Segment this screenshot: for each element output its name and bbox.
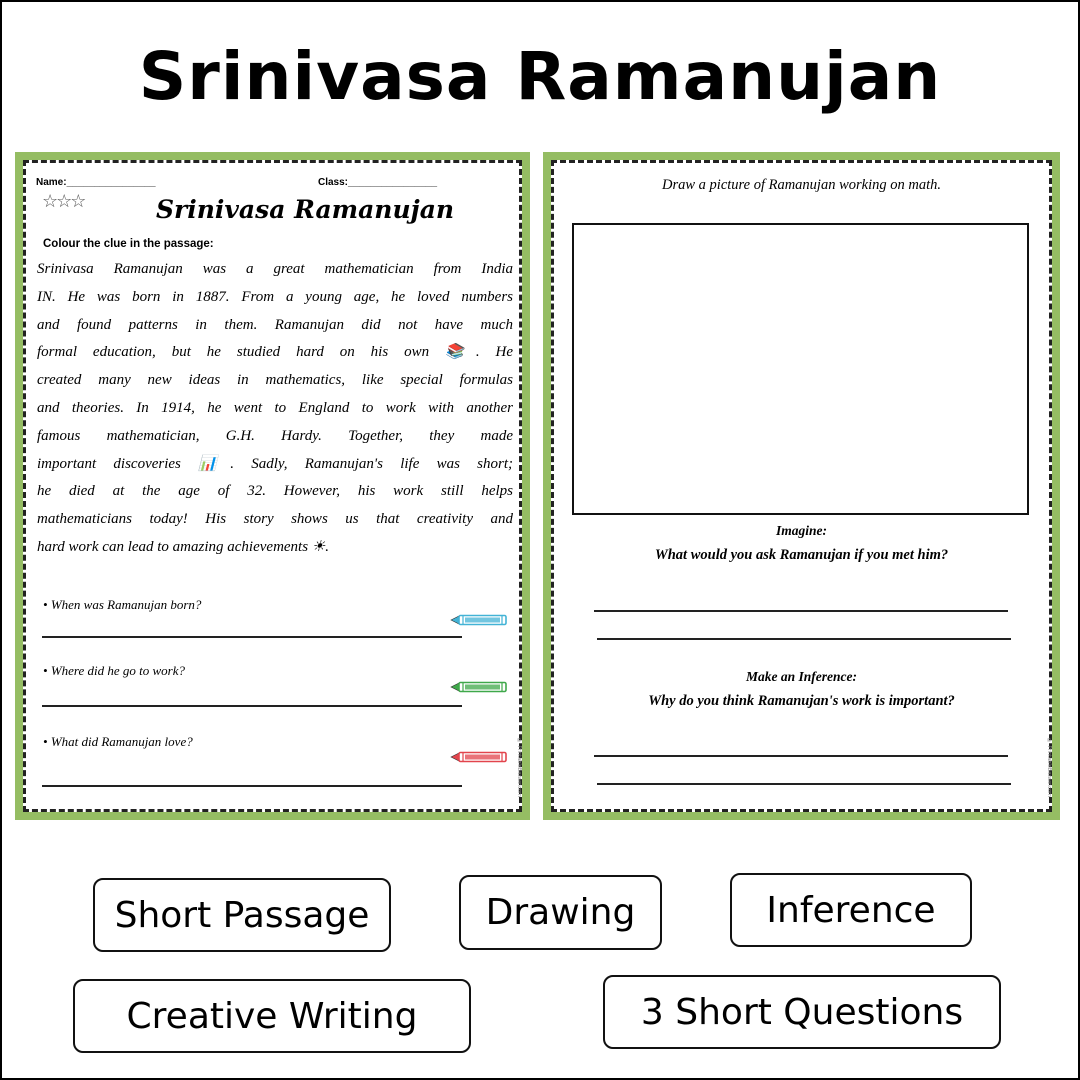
- copyright-footer: © PrintableBazaar.com: [516, 738, 522, 797]
- tag-3-short-questions: 3 Short Questions: [603, 975, 1001, 1049]
- inference-label: Make an Inference:: [746, 669, 857, 684]
- passage-line: famous mathematician, G.H. Hardy. Together, they made: [37, 427, 513, 444]
- passage-line: mathematicians today! His story shows us that creativity and: [37, 511, 513, 528]
- imagine-answer-line-2[interactable]: [597, 638, 1011, 640]
- tag-short-passage: Short Passage: [93, 878, 391, 952]
- crayon-red-icon: [450, 750, 508, 764]
- inference-answer-line-2[interactable]: [597, 783, 1011, 785]
- question-3-text: What did Ramanujan love?: [50, 734, 193, 749]
- worksheet-activities-inner: [551, 160, 1052, 812]
- imagine-question: What would you ask Ramanujan if you met him?: [654, 547, 949, 563]
- instruction-text: Colour the clue in the passage:: [43, 238, 214, 250]
- tag-inference: Inference: [730, 873, 972, 947]
- passage-line: he died at the age of 32. However, his work still helps: [37, 483, 513, 500]
- passage-line: and theories. In 1914, he went to England to work with another: [37, 399, 513, 416]
- page-title: Srinivasa Ramanujan: [138, 38, 942, 115]
- worksheet-activities: [543, 152, 1060, 820]
- question-2-text: Where did he go to work?: [50, 663, 186, 678]
- answer-line-1[interactable]: [42, 636, 462, 638]
- passage-line: hard work can lead to amazing achievements ☀.: [37, 538, 330, 555]
- inference-question: Why do you think Ramanujan's work is important?: [648, 693, 955, 709]
- drawing-prompt: Draw a picture of Ramanujan working on math.: [662, 177, 941, 193]
- copyright-footer-right: © PrintableBazaar.com: [1046, 738, 1052, 797]
- imagine-answer-line-1[interactable]: [594, 610, 1008, 612]
- passage-line: Srinivasa Ramanujan was a great mathematician from India: [37, 261, 513, 277]
- tag-creative-writing: Creative Writing: [73, 979, 471, 1053]
- crayon-blue-icon: [450, 613, 508, 627]
- worksheet-reading: [15, 152, 530, 820]
- reading-passage: [37, 256, 513, 562]
- class-field-label: Class:________________: [318, 177, 437, 188]
- answer-line-2[interactable]: [42, 705, 462, 707]
- question-2: • Where did he go to work?: [43, 663, 186, 678]
- passage-line: created many new ideas in mathematics, like special formulas: [37, 372, 513, 389]
- question-3: • What did Ramanujan love?: [43, 734, 193, 749]
- crayon-green-icon: [450, 680, 508, 694]
- drawing-box[interactable]: [572, 223, 1029, 515]
- answer-line-3[interactable]: [42, 785, 462, 787]
- question-1-text: When was Ramanujan born?: [50, 597, 202, 612]
- worksheet-reading-inner: [23, 160, 522, 812]
- passage-line: IN. He was born in 1887. From a young age, he loved numbers: [37, 288, 513, 305]
- worksheet-title: Srinivasa Ramanujan: [156, 195, 455, 224]
- inference-answer-line-1[interactable]: [594, 755, 1008, 757]
- passage-line: and found patterns in them. Ramanujan did not have much: [37, 316, 513, 333]
- imagine-label: Imagine:: [775, 523, 827, 538]
- question-1: • When was Ramanujan born?: [43, 597, 202, 612]
- tag-drawing: Drawing: [459, 875, 662, 950]
- rating-stars-icon: ☆☆☆: [42, 191, 85, 212]
- passage-line: important discoveries 📊. Sadly, Ramanujan's life was short;: [37, 455, 513, 472]
- name-field-label: Name:________________: [36, 177, 156, 188]
- passage-line: formal education, but he studied hard on his own 📚. He: [37, 344, 513, 361]
